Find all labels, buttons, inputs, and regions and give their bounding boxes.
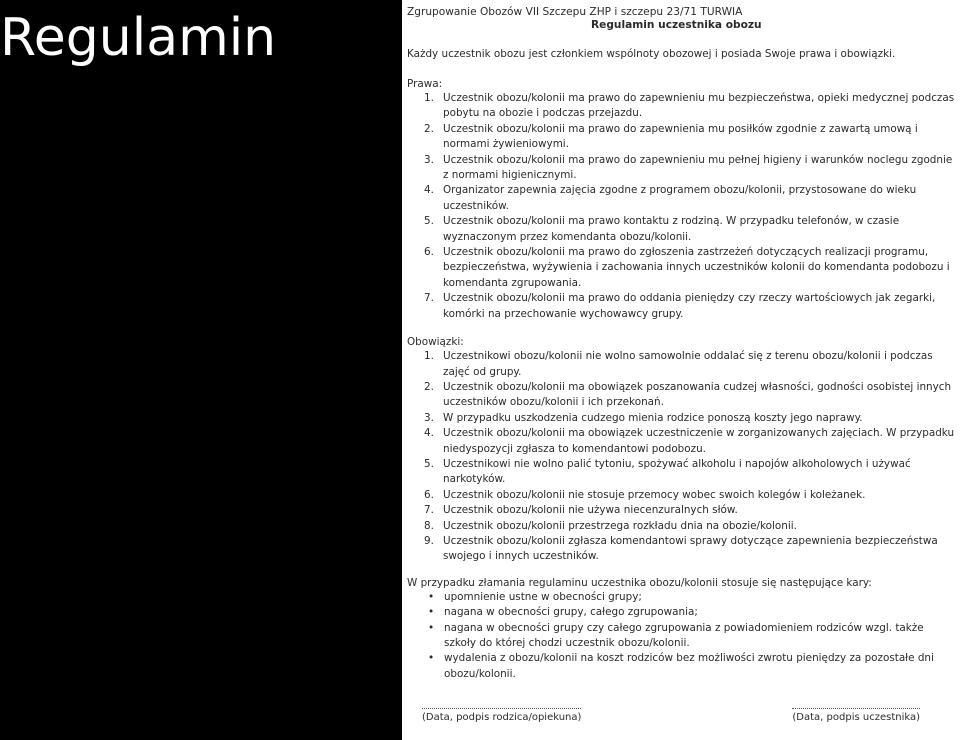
bullet-icon: • [428, 652, 435, 665]
item-number: 3. [424, 411, 434, 424]
item-text: Uczestnik obozu/kolonii zgłasza komendantowi sprawy dotyczące zapewnienia bezpieczeństwa swojego i innych uczestników. [443, 534, 938, 563]
item-text: Uczestnik obozu/kolonii ma prawo do oddania pieniędzy czy rzeczy wartościowych jak zegarki, komórki na przechowanie wychowawcy grupy. [443, 292, 936, 320]
item-number: 3. [424, 153, 434, 166]
item-text: Uczestnik obozu/kolonii przestrzega rozkładu dnia na obozie/kolonii. [443, 519, 797, 532]
bullet-icon: • [428, 606, 435, 619]
list-item [407, 590, 956, 605]
list-item [407, 621, 956, 652]
list-item [407, 411, 956, 426]
item-number: 4. [424, 184, 434, 197]
list-item [407, 651, 956, 682]
penalties-list [407, 590, 956, 682]
list-item [407, 503, 956, 518]
list-item [407, 605, 956, 620]
parent-signature-label: (Data, podpis rodzica/opiekuna) [422, 712, 582, 723]
item-number: 6. [424, 246, 434, 259]
item-text: wydalenia z obozu/kolonii na koszt rodziców bez możliwości zwrotu pieniędzy za pozostałe dni obozu/kolonii. [444, 652, 934, 680]
item-number: 8. [424, 519, 434, 532]
bullet-icon: • [428, 590, 435, 603]
section-duties-title: Obowiązki: [407, 336, 464, 349]
signature-line [792, 700, 920, 709]
item-number: 5. [424, 457, 434, 470]
item-text: W przypadku uszkodzenia cudzego mienia rodzice ponoszą koszty jego naprawy. [443, 411, 863, 424]
list-item [407, 426, 956, 457]
section-rights-title: Prawa: [407, 78, 443, 90]
participant-signature-label: (Data, podpis uczestnika) [792, 712, 920, 723]
list-item [407, 380, 956, 411]
list-item [407, 457, 956, 488]
list-item [407, 91, 956, 122]
list-item [407, 349, 956, 380]
item-text: upomnienie ustne w obecności grupy; [444, 590, 642, 603]
slide-title: Regulamin [0, 8, 277, 68]
bullet-icon: • [428, 621, 435, 634]
section-penalties-title: W przypadku złamania regulaminu uczestnika obozu/kolonii stosuje się następujące kary: [407, 576, 872, 589]
item-text: Uczestnik obozu/kolonii ma prawo do zgłoszenia zastrzeżeń dotyczących realizacji programu, bezpieczeństwa, wyżywienia i zachowania innych uczestników kolonii do komendanta podobozu i komendanta zgrupowania. [443, 246, 950, 289]
item-text: Uczestnik obozu/kolonii ma obowiązek uczestniczenie w zorganizowanych zajęciach. W przypadku niedyspozycji zgłasza to komendantowi podobozu. [443, 427, 955, 455]
item-number: 7. [424, 504, 434, 517]
item-number: 4. [424, 427, 434, 440]
item-text: Uczestnik obozu/kolonii ma prawo do zapewnienia mu posiłków zgodnie z zawartą umową i normami żywieniowymi. [443, 122, 918, 151]
list-item [407, 519, 956, 534]
item-number: 5. [424, 215, 434, 228]
list-item [407, 183, 956, 214]
item-text: nagana w obecności grupy, całego zgrupowania; [444, 606, 698, 619]
item-text: Uczestnikowi obozu/kolonii nie wolno samowolnie oddalać się z terenu obozu/kolonii i podczas zajęć od grupy. [443, 350, 933, 378]
signature-line [422, 700, 581, 709]
item-number: 1. [424, 92, 434, 104]
list-item [407, 534, 956, 565]
document-intro: Każdy uczestnik obozu jest członkiem wspólnoty obozowej i posiada Swoje prawa i obowiązki. [407, 48, 896, 60]
item-number: 2. [424, 122, 434, 135]
list-item [407, 245, 956, 291]
item-text: Uczestnikowi nie wolno palić tytoniu, spożywać alkoholu i napojów alkoholowych i używać narkotyków. [443, 457, 911, 486]
list-item [407, 291, 956, 322]
item-text: Uczestnik obozu/kolonii nie używa niecenzuralnych słów. [443, 504, 738, 517]
regulation-document [402, 0, 960, 740]
document-title: Regulamin uczestnika obozu [591, 19, 762, 31]
parent-signature [422, 700, 581, 723]
item-number: 9. [424, 534, 434, 547]
rights-list [407, 91, 956, 322]
document-organization: Zgrupowanie Obozów VII Szczepu ZHP i szczepu 23/71 TURWIA [407, 6, 743, 18]
duties-list [407, 349, 956, 565]
list-item [407, 153, 956, 184]
item-number: 2. [424, 380, 434, 393]
item-number: 1. [424, 350, 434, 363]
document-header [407, 6, 956, 32]
item-text: Uczestnik obozu/kolonii ma obowiązek poszanowania cudzej własności, godności osobistej innych uczestników obozu/kolonii i ich przekonań. [443, 380, 952, 409]
item-text: Uczestnik obozu/kolonii nie stosuje przemocy wobec swoich kolegów i koleżanek. [443, 488, 866, 501]
item-text: nagana w obecności grupy czy całego zgrupowania z powiadomieniem rodziców wzgl. także szkoły do której chodzi uczestnik obozu/kolonii. [444, 621, 924, 649]
list-item [407, 214, 956, 245]
participant-signature [792, 700, 920, 723]
item-text: Uczestnik obozu/kolonii ma prawo kontaktu z rodziną. W przypadku telefonów, w czasie wyznaczonym przez komendanta obozu/kolonii. [443, 215, 900, 243]
item-text: Organizator zapewnia zajęcia zgodne z programem obozu/kolonii, przystosowane do wieku uczestników. [443, 184, 917, 212]
list-item [407, 488, 956, 503]
item-text: Uczestnik obozu/kolonii ma prawo do zapewnieniu mu pełnej higieny i warunków noclegu zgodnie z normami higienicznymi. [443, 153, 953, 182]
list-item [407, 122, 956, 153]
item-number: 6. [424, 488, 434, 501]
item-text: Uczestnik obozu/kolonii ma prawo do zapewnieniu mu bezpieczeństwa, opieki medycznej podczas pobytu na obozie i podczas przejazdu. [443, 92, 955, 120]
item-number: 7. [424, 292, 434, 305]
